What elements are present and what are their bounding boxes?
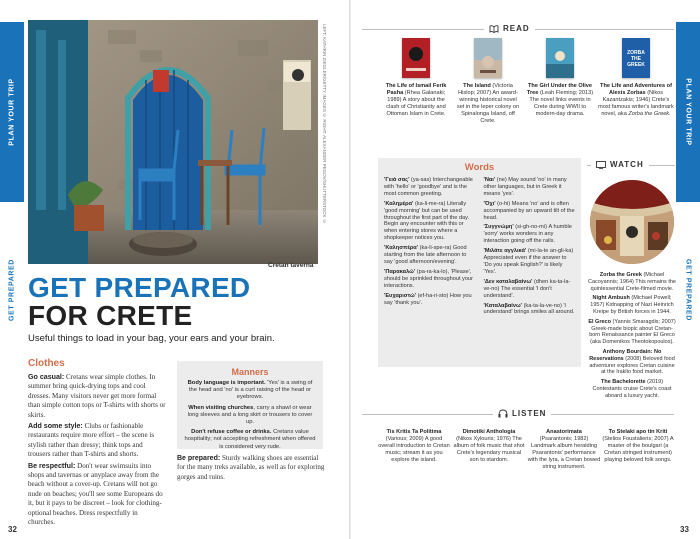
phrase-term: 'Συγγνώμη' xyxy=(483,224,514,231)
phrase-item xyxy=(484,201,576,222)
film-title: Zorba the Greek xyxy=(599,272,642,278)
book-cover-art xyxy=(402,38,430,78)
manners-heading: Manners xyxy=(231,367,269,377)
album-title: Anastorimata xyxy=(546,429,582,435)
phrase-text: (o-hi) Means 'no' and is often accompanied by an upward tilt of the head. xyxy=(483,200,575,221)
book-description: (Leah Fleming; 2013) The novel links events in Crete during WWII to modern-day drama. xyxy=(529,90,594,117)
words-heading: Words xyxy=(464,162,495,173)
film-description: (2008) Beloved food adventurer explores Cretan cuisine at the Iraklio food market. xyxy=(589,355,675,376)
phrase-text: (pa-ra-ka-lo), 'Please', should be sprinkled throughout your interactions. xyxy=(384,268,473,289)
page-number-left: 32 xyxy=(8,525,17,534)
left-section-label: GET PREPARED xyxy=(8,259,16,321)
book-cover xyxy=(622,38,650,78)
market-illustration xyxy=(590,180,674,264)
film-title: El Greco xyxy=(588,318,611,325)
phrase-item xyxy=(384,269,476,290)
clothes-item-term: Be respectful: xyxy=(28,461,76,470)
phrase-text: (si-gh-no-mi) A humble 'sorry' works wonders in any interaction going off the rails. xyxy=(483,224,572,245)
page-number-right: 33 xyxy=(680,525,689,534)
album-item xyxy=(601,429,675,464)
phrase-text: (dhen ka-ta-la-ve-no) The essential 'I don't understand'. xyxy=(483,278,571,299)
page-title-line2: FOR CRETE xyxy=(28,300,193,331)
book-cover xyxy=(402,38,430,78)
clothes-item-text: Clubs or fashionable restaurants require more effort – the scene is stylish rather than dressy; think tops and trousers rather than T-shirts and shorts. xyxy=(28,422,155,459)
book-title: The Life of Ismail Ferik Pasha xyxy=(385,83,447,96)
open-book-icon xyxy=(489,25,499,33)
book-title: The Island xyxy=(463,83,491,89)
album-title: To Stelaki apo tin Kriti xyxy=(608,429,668,435)
be-prepared-note xyxy=(177,454,327,482)
phrase-text: (ka-li-me-ra) Literally 'good morning' but can be used throughout the first part of the day. Begin any encounter with this or when entering stores where a shopkeeper notices you. xyxy=(384,200,470,242)
right-section-tab-label: PLAN YOUR TRIP xyxy=(684,78,692,146)
clothes-item-term: Add some style: xyxy=(28,422,83,431)
phrase-item xyxy=(384,177,476,198)
book-title: The Girl Under the Olive Tree xyxy=(526,83,593,96)
listen-heading: LISTEN xyxy=(512,409,547,418)
phrase-term: 'Δεν καταλαβαίνω' xyxy=(483,278,533,285)
manners-item-text: Cretans value hospitality; not accepting refreshment when offered is considered very rude. xyxy=(184,429,316,450)
watch-heading: WATCH xyxy=(610,160,644,169)
film-item xyxy=(587,379,677,399)
book-item xyxy=(380,38,452,118)
phrase-item xyxy=(484,303,576,317)
film-description: (Michael Cacoyannis; 1964) This remains the quintessential Crete-filmed movie. xyxy=(588,272,676,292)
clothes-item-text: Cretans wear simple clothes. In summer bring quick-drying tops and cool dresses. Many visitors never get more formal than simple cotton tops or T-shirts with shorts or skirts. xyxy=(28,373,166,419)
phrase-item xyxy=(484,279,576,300)
right-section-tab xyxy=(676,22,700,202)
book-description: (Victoria Hislop; 2007) An award-winning historical novel set in the leper colony on Spinalonga Island, off Crete. xyxy=(456,83,520,124)
album-description: (Various; 2009) A good overall introduction to Cretan music; stream it as you explore the island. xyxy=(378,436,450,463)
phrase-text: (ne) May sound 'no' in many other languages, but in Greek it means 'yes'. xyxy=(483,177,567,197)
watch-list xyxy=(587,272,677,403)
manners-box xyxy=(177,361,323,449)
phrase-term: 'Ναι' xyxy=(483,177,496,183)
manners-item-text: 'Yes' is a swing of the head and 'no' is a curt raising of the head or eyebrows. xyxy=(188,380,313,401)
manners-item xyxy=(184,380,316,402)
album-item xyxy=(527,429,601,471)
clothes-item xyxy=(28,462,166,528)
book-cover-art xyxy=(474,38,502,78)
clothes-item-term: Go casual: xyxy=(28,373,65,381)
clothes-item-text: Don't wear swimsuits into shops and tavernas or anyplace away from the beach without a cover-up. Cretans will not go nude on beaches; you'll see some Europeans do it, but it pays to be discreet – look for clothing-optional beaches. Dress respectfully in churches. xyxy=(28,461,163,527)
screen-icon xyxy=(596,161,606,169)
phrase-text: (ka-ta-la-ve-no) 'I understand' brings smiles all around. xyxy=(483,302,575,316)
book-item xyxy=(526,38,594,118)
watch-header xyxy=(591,160,649,169)
book-title: The Life and Adventures of Alexis Zorbas xyxy=(600,83,672,96)
page-title xyxy=(28,274,250,330)
page-subtitle: Useful things to load in your bag, your ears and your brain. xyxy=(28,333,275,344)
phrase-term: 'Καταλαβαίνω' xyxy=(483,302,523,309)
film-title: The Bachelorette xyxy=(600,379,646,386)
phrase-text: (mi-la-te an-gli-ka) Appreciated even if the answer to 'Do you speak English?' is likely 'Yes'. xyxy=(483,248,574,275)
photo-caption: Cretan taverna xyxy=(268,262,314,269)
manners-item xyxy=(184,405,316,427)
phrase-text: (ef-ha-ri-sto) How you say 'thank you'. xyxy=(384,292,472,306)
album-description: (Stelios Foustalieris; 2007) A master of the boulgari (a Cretan stringed instrument) playing beloved folk songs. xyxy=(602,436,674,463)
book-aka: Zorba the Greek. xyxy=(628,111,671,117)
photo-credit: LEFT: KATHRIN ZIEGLER/GETTY IMAGES © RIGHT: ALEXANDER PEGOV/SHUTTERSTOCK © xyxy=(322,24,327,224)
film-title: Night Ambush xyxy=(592,295,630,302)
book-cover-title: ZORBA THE GREEK xyxy=(627,50,645,68)
film-description: (Michael Powell; 1957) Kidnapping of Nazi Heinrich Kreipe by British forces in 1944. xyxy=(590,295,674,315)
book-item xyxy=(456,38,520,125)
clothes-heading: Clothes xyxy=(28,358,65,369)
manners-item-text: , carry a shawl or wear long sleeves and a long skirt or trousers to cover up. xyxy=(187,404,313,426)
clothes-item xyxy=(28,373,166,420)
film-description: (2019) Contestants cruise Crete's coast aboard a luxury yacht. xyxy=(592,379,672,399)
read-heading: READ xyxy=(503,24,530,33)
film-item xyxy=(587,295,677,315)
book-description: (Nikos Kazantzakis; 1946) Crete's most famous writer's landmark novel, aka xyxy=(598,90,674,117)
phrase-item xyxy=(384,293,476,307)
taverna-illustration xyxy=(28,20,318,264)
book-item xyxy=(598,38,674,118)
film-item xyxy=(587,319,677,346)
headphones-icon xyxy=(498,409,508,418)
book-cover xyxy=(546,38,574,78)
phrase-text: (ya-sas) Interchangeable with 'hello' or 'goodbye' and is the most common greeting. xyxy=(384,177,473,197)
film-item xyxy=(587,349,677,376)
right-section-label: GET PREPARED xyxy=(684,259,692,321)
manners-item-term: Don't refuse coffee or drinks. xyxy=(191,429,272,436)
words-column-right xyxy=(484,177,576,319)
film-description: (Yannis Smaragdis; 2007) Greek-made biopic about Cretan-born Renaissance painter El Greco (aka Domenikos Theotokopoulos). xyxy=(589,318,676,346)
phrase-term: 'Όχι' xyxy=(483,200,496,207)
film-title: Anthony Bourdain: No Reservations xyxy=(589,348,662,362)
taverna-photo xyxy=(28,20,318,264)
phrase-term: 'Καλησπέρα' xyxy=(384,245,419,252)
page-title-line1: GET PREPARED xyxy=(28,272,251,303)
album-item xyxy=(452,429,526,464)
phrase-text: (ka-li-spe-ra) Good starting from the late afternoon to say 'good afternoon/evening'. xyxy=(384,245,467,265)
market-photo xyxy=(590,180,674,264)
book-description: (Rhea Galanaki; 1989) A story about the clash of Christianity and Ottoman Islam in Crete. xyxy=(386,90,446,117)
page-gutter xyxy=(349,0,351,539)
phrase-term: 'Ευχαριστώ' xyxy=(384,292,417,299)
manners-item-term: When visiting churches xyxy=(188,404,254,411)
phrase-item xyxy=(384,245,476,266)
words-column-left xyxy=(384,177,476,319)
be-prepared-text: Sturdy walking shoes are essential for the many treks available, as well as for exploring gorges and ruins. xyxy=(177,454,325,481)
book-cover xyxy=(474,38,502,78)
album-description: (Psarantonis; 1982) Landmark album heralding Psarantonis' performance with the lyra, a Cretan bowed string instrument. xyxy=(527,436,601,470)
be-prepared-term: Be prepared: xyxy=(177,455,221,462)
album-item xyxy=(377,429,451,464)
phrase-term: 'Μιλάτε αγγλικά' xyxy=(483,248,527,255)
film-item xyxy=(587,272,677,292)
phrase-item xyxy=(484,248,576,276)
phrase-item xyxy=(484,224,576,245)
left-section-tab xyxy=(0,22,24,202)
phrase-term: 'Γειά σας' xyxy=(384,177,410,183)
read-header xyxy=(484,24,535,33)
album-title: Tis Kritis Ta Politima xyxy=(386,429,442,435)
manners-item-term: Body language is important. xyxy=(187,380,266,386)
clothes-section xyxy=(28,358,166,528)
phrase-item xyxy=(484,177,576,198)
album-description: (Nikos Xylouris; 1976) The album of folk music that shot Crete's legendary musical son to stardom. xyxy=(453,436,525,463)
phrase-term: 'Παρακαλώ' xyxy=(384,268,416,275)
listen-header xyxy=(493,409,551,418)
book-cover-art xyxy=(546,38,574,78)
words-box xyxy=(378,158,581,367)
clothes-item xyxy=(28,422,166,460)
phrase-item xyxy=(384,201,476,242)
album-title: Dimotiki Anthologia xyxy=(462,429,516,435)
left-section-tab-label: PLAN YOUR TRIP xyxy=(8,78,16,146)
manners-item xyxy=(184,429,316,451)
phrase-term: 'Καλημέρα' xyxy=(384,200,414,207)
